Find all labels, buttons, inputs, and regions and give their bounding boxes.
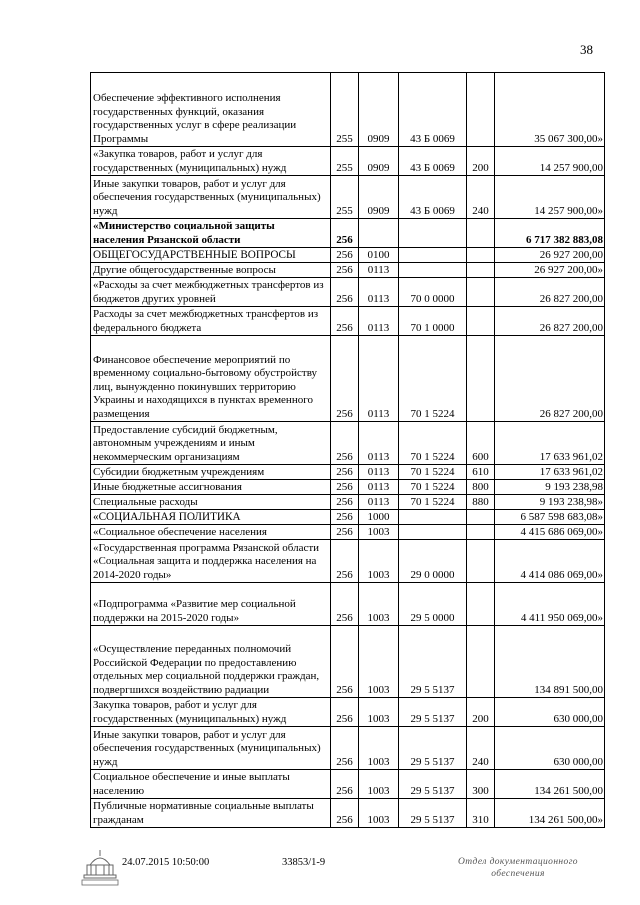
- row-amount: 6 717 382 883,08: [495, 219, 605, 248]
- table-row: [91, 626, 605, 698]
- row-expense-type: [467, 219, 495, 248]
- row-amount: 6 587 598 683,08»: [495, 510, 605, 525]
- row-ved-code: 256: [331, 583, 359, 626]
- row-expense-type: 240: [467, 176, 495, 219]
- row-name: Социальное обеспечение и иные выплаты населению: [91, 770, 331, 799]
- row-section-code: 0909: [359, 176, 399, 219]
- row-section-code: 1003: [359, 799, 399, 828]
- table-row: [91, 263, 605, 278]
- table-row: [91, 480, 605, 495]
- table-row: [91, 147, 605, 176]
- row-target-article: 29 5 0000: [399, 583, 467, 626]
- table-row: [91, 583, 605, 626]
- table-row: [91, 248, 605, 263]
- row-target-article: 70 1 5224: [399, 465, 467, 480]
- row-ved-code: 256: [331, 698, 359, 727]
- row-target-article: 43 Б 0069: [399, 147, 467, 176]
- row-expense-type: [467, 626, 495, 698]
- row-expense-type: 880: [467, 495, 495, 510]
- row-ved-code: 256: [331, 307, 359, 336]
- row-ved-code: 256: [331, 422, 359, 465]
- row-expense-type: 800: [467, 480, 495, 495]
- footer-doc-code: 33853/1-9: [282, 857, 326, 868]
- row-target-article: 70 1 5224: [399, 480, 467, 495]
- row-target-article: [399, 510, 467, 525]
- row-target-article: 29 5 5137: [399, 727, 467, 770]
- row-target-article: [399, 525, 467, 540]
- row-expense-type: [467, 278, 495, 307]
- row-name: Иные закупки товаров, работ и услуг для обеспечения государственных (муниципальных) нужд: [91, 727, 331, 770]
- row-expense-type: [467, 307, 495, 336]
- table-row: [91, 540, 605, 583]
- row-section-code: 0113: [359, 465, 399, 480]
- row-section-code: 0113: [359, 263, 399, 278]
- row-expense-type: [467, 263, 495, 278]
- row-section-code: 1003: [359, 525, 399, 540]
- row-amount: 26 827 200,00: [495, 278, 605, 307]
- row-expense-type: 310: [467, 799, 495, 828]
- table-row: [91, 525, 605, 540]
- table-row: [91, 336, 605, 422]
- table-row: [91, 73, 605, 147]
- row-target-article: 70 1 5224: [399, 422, 467, 465]
- row-ved-code: 256: [331, 465, 359, 480]
- row-ved-code: 255: [331, 147, 359, 176]
- table-row: [91, 698, 605, 727]
- row-section-code: 0909: [359, 147, 399, 176]
- row-name: Иные бюджетные ассигнования: [91, 480, 331, 495]
- row-name: «Министерство социальной защиты населения Рязанской области: [91, 219, 331, 248]
- row-amount: 4 415 686 069,00»: [495, 525, 605, 540]
- row-amount: 14 257 900,00: [495, 147, 605, 176]
- row-target-article: 29 0 0000: [399, 540, 467, 583]
- row-ved-code: 256: [331, 540, 359, 583]
- row-target-article: 43 Б 0069: [399, 73, 467, 147]
- row-section-code: [359, 219, 399, 248]
- footer-datetime: 24.07.2015 10:50:00: [122, 857, 210, 868]
- row-section-code: 0100: [359, 248, 399, 263]
- row-name: «Расходы за счет межбюджетных трансфертов из бюджетов других уровней: [91, 278, 331, 307]
- row-expense-type: 600: [467, 422, 495, 465]
- row-expense-type: 610: [467, 465, 495, 480]
- table-row: [91, 422, 605, 465]
- row-amount: 9 193 238,98: [495, 480, 605, 495]
- row-name: Финансовое обеспечение мероприятий по временному социально-бытовому обустройству лиц, вынужденно покинувших территорию Украины и находящихся в пунктах временного размещения: [91, 336, 331, 422]
- row-amount: 630 000,00: [495, 698, 605, 727]
- row-ved-code: 256: [331, 278, 359, 307]
- stamp-line-2: обеспечения: [491, 869, 545, 879]
- row-ved-code: 255: [331, 73, 359, 147]
- row-name: «Социальное обеспечение населения: [91, 525, 331, 540]
- page-number: 38: [580, 42, 593, 57]
- row-name: «Подпрограмма «Развитие мер социальной поддержки на 2015-2020 годы»: [91, 583, 331, 626]
- row-target-article: [399, 263, 467, 278]
- row-ved-code: 256: [331, 336, 359, 422]
- row-expense-type: [467, 73, 495, 147]
- row-section-code: 0909: [359, 73, 399, 147]
- row-amount: 14 257 900,00»: [495, 176, 605, 219]
- row-section-code: 0113: [359, 336, 399, 422]
- row-section-code: 0113: [359, 495, 399, 510]
- duma-emblem-icon: [78, 845, 122, 889]
- row-expense-type: [467, 540, 495, 583]
- row-target-article: 70 1 5224: [399, 495, 467, 510]
- row-name: Расходы за счет межбюджетных трансфертов из федерального бюджета: [91, 307, 331, 336]
- row-expense-type: [467, 583, 495, 626]
- table-row: [91, 307, 605, 336]
- row-target-article: [399, 248, 467, 263]
- table-row: [91, 278, 605, 307]
- row-expense-type: 300: [467, 770, 495, 799]
- row-ved-code: 256: [331, 263, 359, 278]
- row-amount: 17 633 961,02: [495, 465, 605, 480]
- row-ved-code: 256: [331, 248, 359, 263]
- row-amount: 26 927 200,00»: [495, 263, 605, 278]
- row-target-article: 70 0 0000: [399, 278, 467, 307]
- table-row: [91, 219, 605, 248]
- row-ved-code: 256: [331, 727, 359, 770]
- row-ved-code: 256: [331, 626, 359, 698]
- row-target-article: [399, 219, 467, 248]
- row-amount: 134 261 500,00»: [495, 799, 605, 828]
- row-amount: 4 411 950 069,00»: [495, 583, 605, 626]
- row-section-code: 1003: [359, 698, 399, 727]
- row-name: «СОЦИАЛЬНАЯ ПОЛИТИКА: [91, 510, 331, 525]
- row-section-code: 1003: [359, 626, 399, 698]
- row-name: Иные закупки товаров, работ и услуг для обеспечения государственных (муниципальных) нужд: [91, 176, 331, 219]
- row-expense-type: [467, 510, 495, 525]
- row-target-article: 29 5 5137: [399, 626, 467, 698]
- row-amount: 630 000,00: [495, 727, 605, 770]
- row-name: Субсидии бюджетным учреждениям: [91, 465, 331, 480]
- row-ved-code: 256: [331, 799, 359, 828]
- row-name: Публичные нормативные социальные выплаты гражданам: [91, 799, 331, 828]
- row-section-code: 1003: [359, 540, 399, 583]
- row-name: Специальные расходы: [91, 495, 331, 510]
- table-row: [91, 510, 605, 525]
- row-amount: 26 827 200,00: [495, 307, 605, 336]
- row-target-article: 29 5 5137: [399, 770, 467, 799]
- row-amount: 4 414 086 069,00»: [495, 540, 605, 583]
- table-row: [91, 770, 605, 799]
- row-ved-code: 255: [331, 176, 359, 219]
- row-section-code: 0113: [359, 307, 399, 336]
- row-target-article: 70 1 5224: [399, 336, 467, 422]
- row-expense-type: 200: [467, 698, 495, 727]
- row-expense-type: [467, 336, 495, 422]
- row-name: «Закупка товаров, работ и услуг для государственных (муниципальных) нужд: [91, 147, 331, 176]
- row-ved-code: 256: [331, 219, 359, 248]
- row-name: Обеспечение эффективного исполнения государственных функций, оказания государственных услуг в сфере реализации Программы: [91, 73, 331, 147]
- row-expense-type: 240: [467, 727, 495, 770]
- row-section-code: 0113: [359, 422, 399, 465]
- table-row: [91, 799, 605, 828]
- row-amount: 17 633 961,02: [495, 422, 605, 465]
- row-name: «Государственная программа Рязанской области «Социальная защита и поддержка населения на 2014-2020 годы»: [91, 540, 331, 583]
- row-name: Другие общегосударственные вопросы: [91, 263, 331, 278]
- row-expense-type: [467, 248, 495, 263]
- row-amount: 134 261 500,00: [495, 770, 605, 799]
- department-stamp: [448, 856, 588, 880]
- row-section-code: 1003: [359, 583, 399, 626]
- row-name: ОБЩЕГОСУДАРСТВЕННЫЕ ВОПРОСЫ: [91, 248, 331, 263]
- row-section-code: 1003: [359, 727, 399, 770]
- row-amount: 35 067 300,00»: [495, 73, 605, 147]
- stamp-line-1: Отдел документационного: [458, 857, 578, 867]
- row-amount: 9 193 238,98»: [495, 495, 605, 510]
- row-section-code: 1000: [359, 510, 399, 525]
- row-ved-code: 256: [331, 525, 359, 540]
- row-target-article: 29 5 5137: [399, 698, 467, 727]
- row-amount: 26 827 200,00: [495, 336, 605, 422]
- row-amount: 134 891 500,00: [495, 626, 605, 698]
- row-ved-code: 256: [331, 495, 359, 510]
- row-expense-type: 200: [467, 147, 495, 176]
- row-section-code: 0113: [359, 278, 399, 307]
- row-expense-type: [467, 525, 495, 540]
- row-name: «Осуществление переданных полномочий Российской Федерации по предоставлению отдельных мер социальной поддержки граждан, подвергшихся воздействию радиации: [91, 626, 331, 698]
- table-row: [91, 465, 605, 480]
- row-target-article: 43 Б 0069: [399, 176, 467, 219]
- table-row: [91, 727, 605, 770]
- row-amount: 26 927 200,00: [495, 248, 605, 263]
- row-target-article: 29 5 5137: [399, 799, 467, 828]
- row-ved-code: 256: [331, 480, 359, 495]
- table-row: [91, 495, 605, 510]
- budget-table: [90, 72, 605, 828]
- row-name: Закупка товаров, работ и услуг для государственных (муниципальных) нужд: [91, 698, 331, 727]
- budget-table-body: [91, 73, 605, 828]
- row-section-code: 1003: [359, 770, 399, 799]
- row-ved-code: 256: [331, 510, 359, 525]
- row-name: Предоставление субсидий бюджетным, автономным учреждениям и иным некоммерческим организациям: [91, 422, 331, 465]
- table-row: [91, 176, 605, 219]
- row-target-article: 70 1 0000: [399, 307, 467, 336]
- row-section-code: 0113: [359, 480, 399, 495]
- row-ved-code: 256: [331, 770, 359, 799]
